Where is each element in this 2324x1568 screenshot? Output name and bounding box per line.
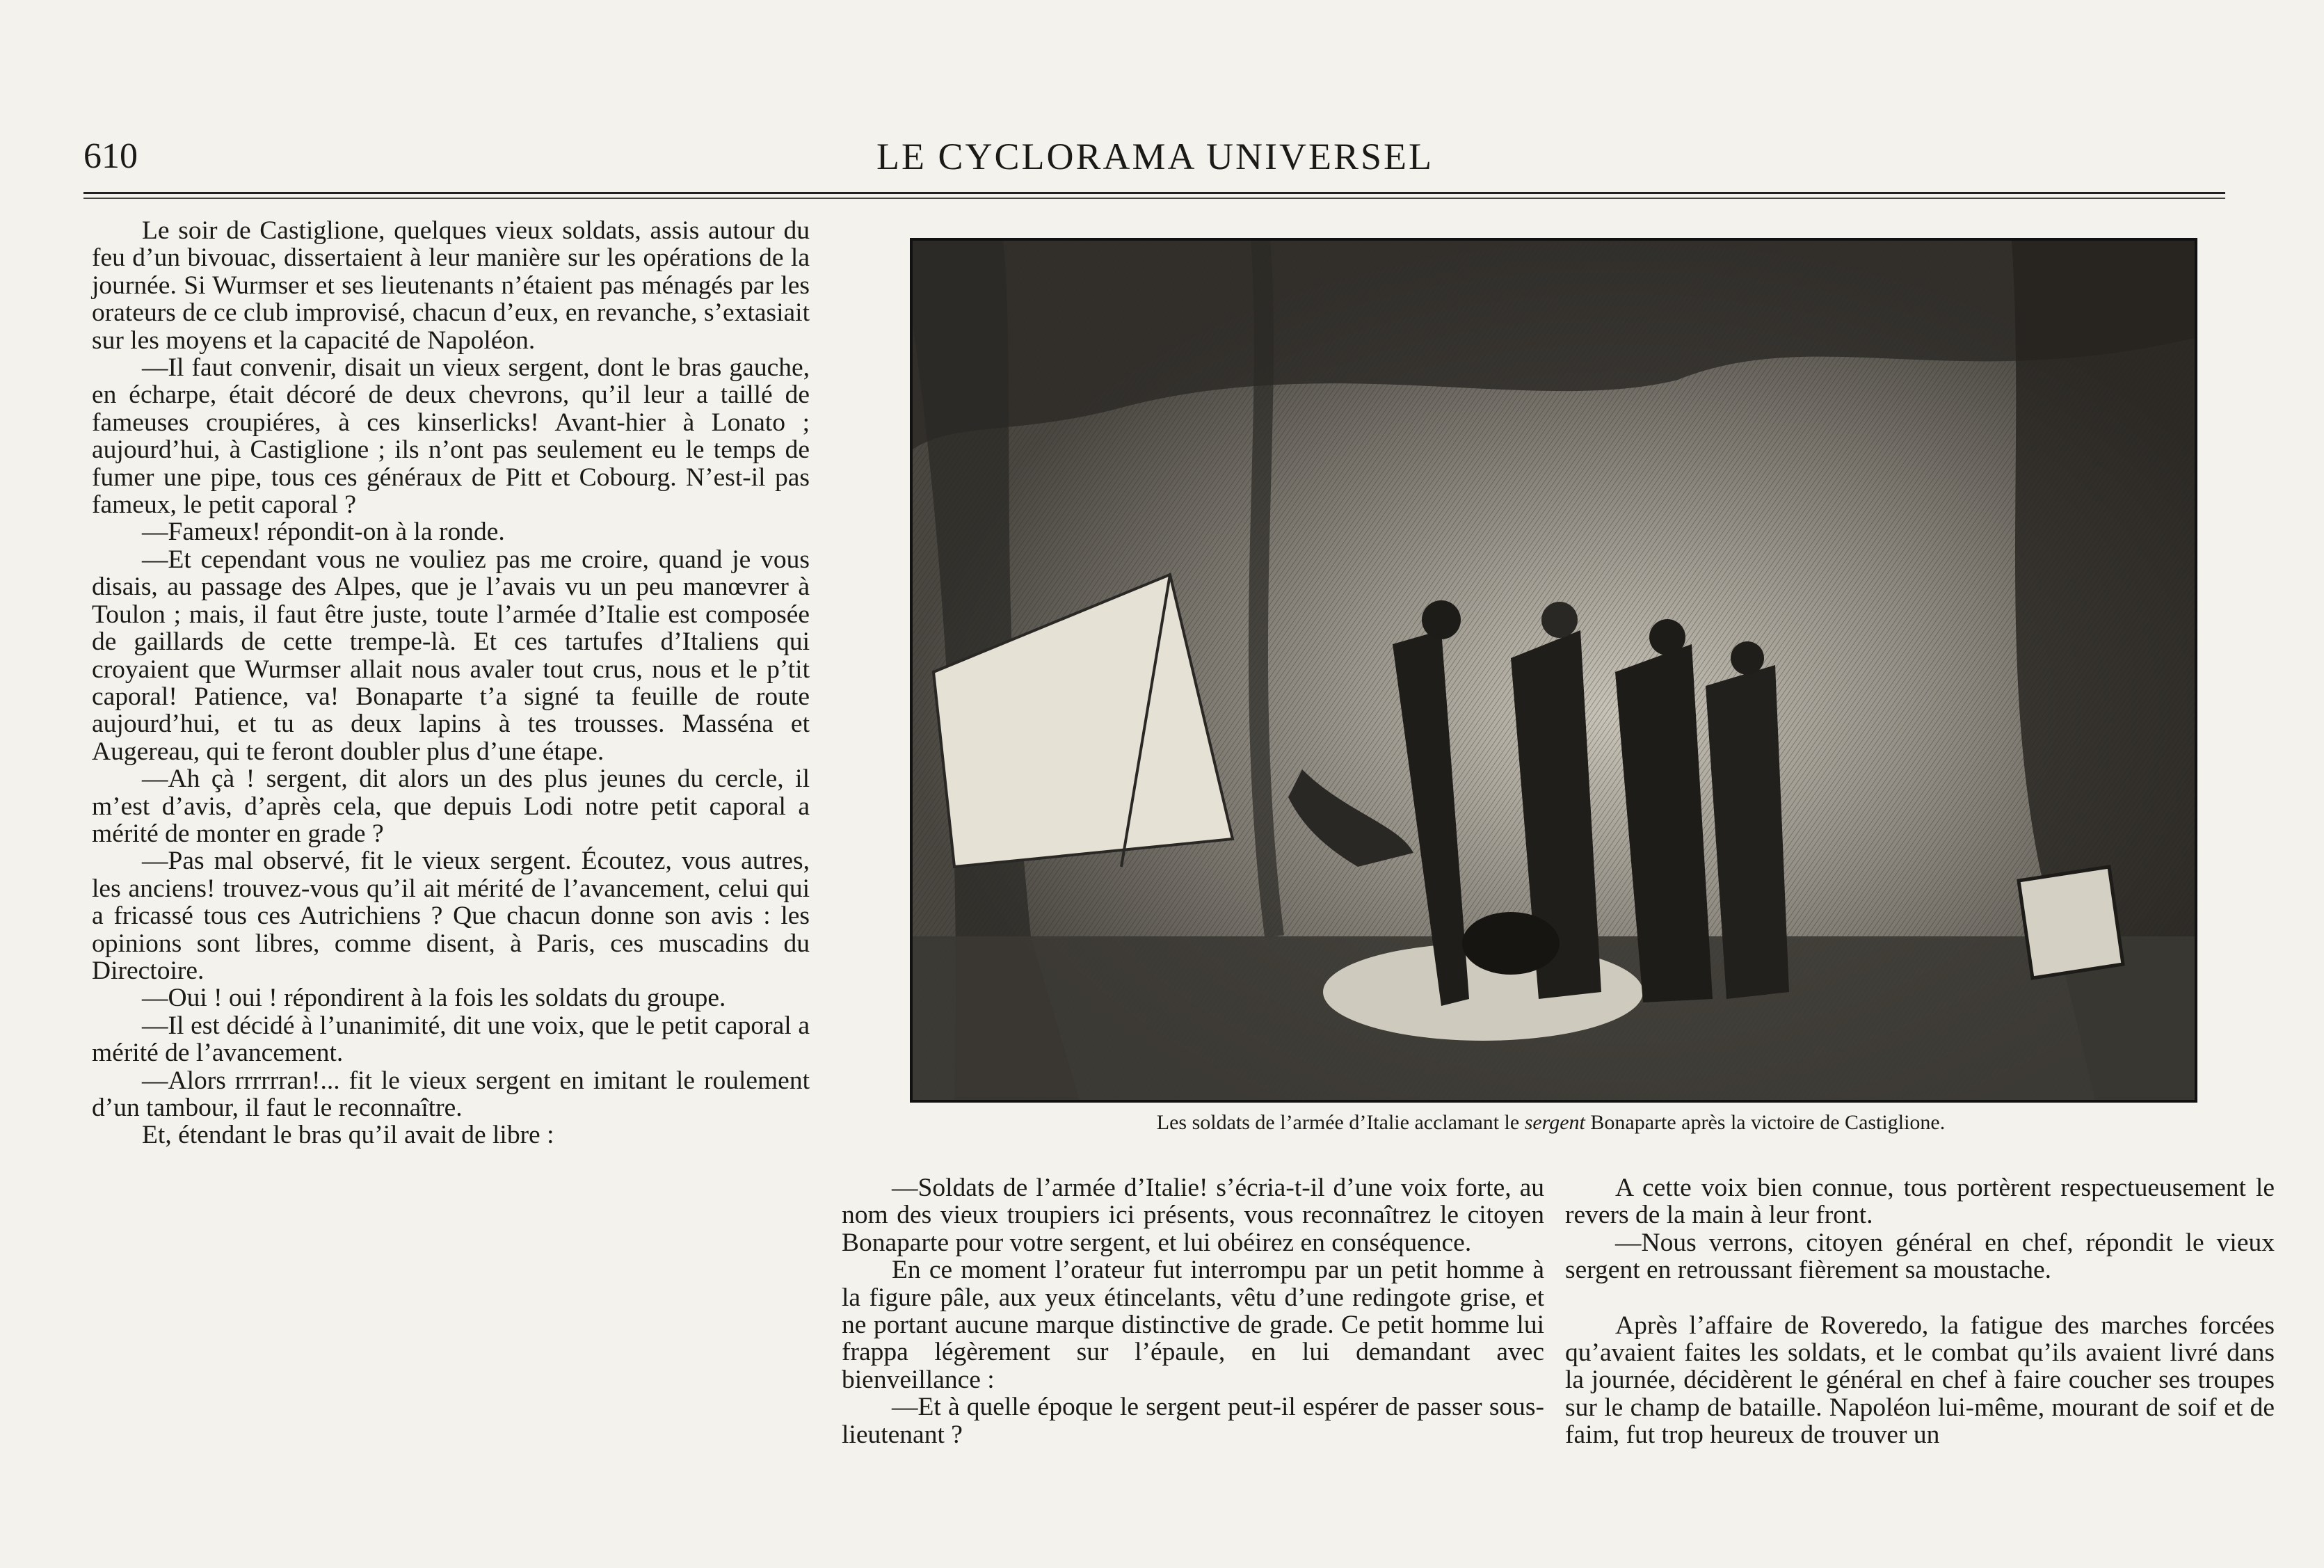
paragraph: —Et à quelle époque le sergent peut-il espérer de passer sous-lieutenant ? bbox=[842, 1393, 1544, 1449]
paragraph: Le soir de Castiglione, quelques vieux soldats, assis autour du feu d’un bivouac, dissertaient à leur manière sur les opérations de la journée. Si Wurmser et ses lieutenants n’étaient pas ménagés par les orateurs de ce club improvisé, chacun d’eux, en revanche, s’extasiait sur les moyens et la capacité de Napoléon. bbox=[92, 216, 810, 355]
paragraph: En ce moment l’orateur fut interrompu par un petit homme à la figure pâle, aux yeux étincelants, vêtu d’une redingote grise, et ne portant aucune marque distinctive de grade. Ce petit homme lui frappa légèrement sur l’épaule, en lui demandant avec bienveillance : bbox=[842, 1256, 1544, 1394]
page-header bbox=[83, 136, 2227, 184]
header-rule bbox=[83, 192, 2225, 199]
right-text-column bbox=[1565, 1174, 2275, 1449]
caption-italic-word: sergent bbox=[1524, 1111, 1585, 1134]
left-text-column bbox=[92, 217, 810, 1149]
paragraph: Après l’affaire de Roveredo, la fatigue des marches forcées qu’avaient faites les soldats, et le combat qu’ils avaient livré dans la journée, décidèrent le général en chef à faire coucher ses troupes sur le champ de bataille. Napoléon lui-même, mourant de soif et de faim, fut trop heureux de trouver un bbox=[1565, 1311, 2275, 1450]
paragraph: —Ah çà ! sergent, dit alors un des plus jeunes du cercle, il m’est d’avis, d’après cela, que depuis Lodi notre petit caporal a mérité de monter en grade ? bbox=[92, 765, 810, 848]
paragraph: —Pas mal observé, fit le vieux sergent. Écoutez, vous autres, les anciens! trouvez-vous qu’il ait mérité de l’avancement, celui qui a fricassé tous ces Autrichiens ? Que chacun donne son avis : les opinions sont libres, comme disent, à Paris, ces muscadins du Directoire. bbox=[92, 847, 810, 985]
paragraph: —Oui ! oui ! répondirent à la fois les soldats du groupe. bbox=[142, 984, 726, 1013]
paragraph: —Il faut convenir, disait un vieux sergent, dont le bras gauche, en écharpe, était décoré de deux chevrons, qu’il leur a taillé de fameuses croupiéres, à ces kinserlicks! Avant-hier à Lonato ; aujourd’hui, à Castiglione ; ils n’ont pas seulement eu le temps de fumer une pipe, tous ces généraux de Pitt et Cobourg. N’est-il pas fameux, le petit caporal ? bbox=[92, 353, 810, 520]
paragraph: —Et cependant vous ne vouliez pas me croire, quand je vous disais, au passage des Alpes, que je l’avais vu un peu manœvrer à Toulon ; mais, il faut être juste, toute l’armée d’Italie est composée de gaillards de cette trempe-là. Et ces tartufes d’Italiens qui croyaient que Wurmser allait nous avaler tout crus, nous et le p’tit caporal! Patience, va! Bonaparte t’a signé ta feuille de route aujourd’hui, et tu as deux lapins à tes trousses. Masséna et Augereau, qui te feront doubler plus d’une étape. bbox=[92, 545, 810, 766]
figure-caption bbox=[910, 1110, 2192, 1135]
paragraph: —Alors rrrrrran!... fit le vieux sergent en imitant le roulement d’un tambour, il faut le reconnaître. bbox=[92, 1066, 810, 1122]
paragraph: —Fameux! répondit-on à la ronde. bbox=[142, 518, 505, 547]
middle-text-column bbox=[842, 1174, 1544, 1448]
paragraph: Et, étendant le bras qu’il avait de libre : bbox=[142, 1121, 554, 1150]
caption-text-end: Bonaparte après la victoire de Castiglione. bbox=[1585, 1111, 1946, 1134]
paragraph: —Nous verrons, citoyen général en chef, répondit le vieux sergent en retroussant fièrement sa moustache. bbox=[1565, 1228, 2275, 1285]
paragraph: —Il est décidé à l’unanimité, dit une voix, que le petit caporal a mérité de l’avancement. bbox=[92, 1011, 810, 1068]
paragraph: —Soldats de l’armée d’Italie! s’écria-t-il d’une voix forte, au nom des vieux troupiers ici présents, vous reconnaîtrez le citoyen Bonaparte pour votre sergent, et lui obéirez en conséquence. bbox=[842, 1174, 1544, 1257]
caption-text-start: Les soldats de l’armée d’Italie acclamant le bbox=[1156, 1111, 1525, 1134]
engraving-illustration bbox=[910, 238, 2197, 1103]
paragraph: A cette voix bien connue, tous portèrent respectueusement le revers de la main à leur front. bbox=[1565, 1174, 2275, 1230]
running-title: LE CYCLORAMA UNIVERSEL bbox=[876, 136, 1434, 177]
page-number: 610 bbox=[83, 136, 138, 176]
bivouac-engraving bbox=[913, 241, 2195, 1100]
